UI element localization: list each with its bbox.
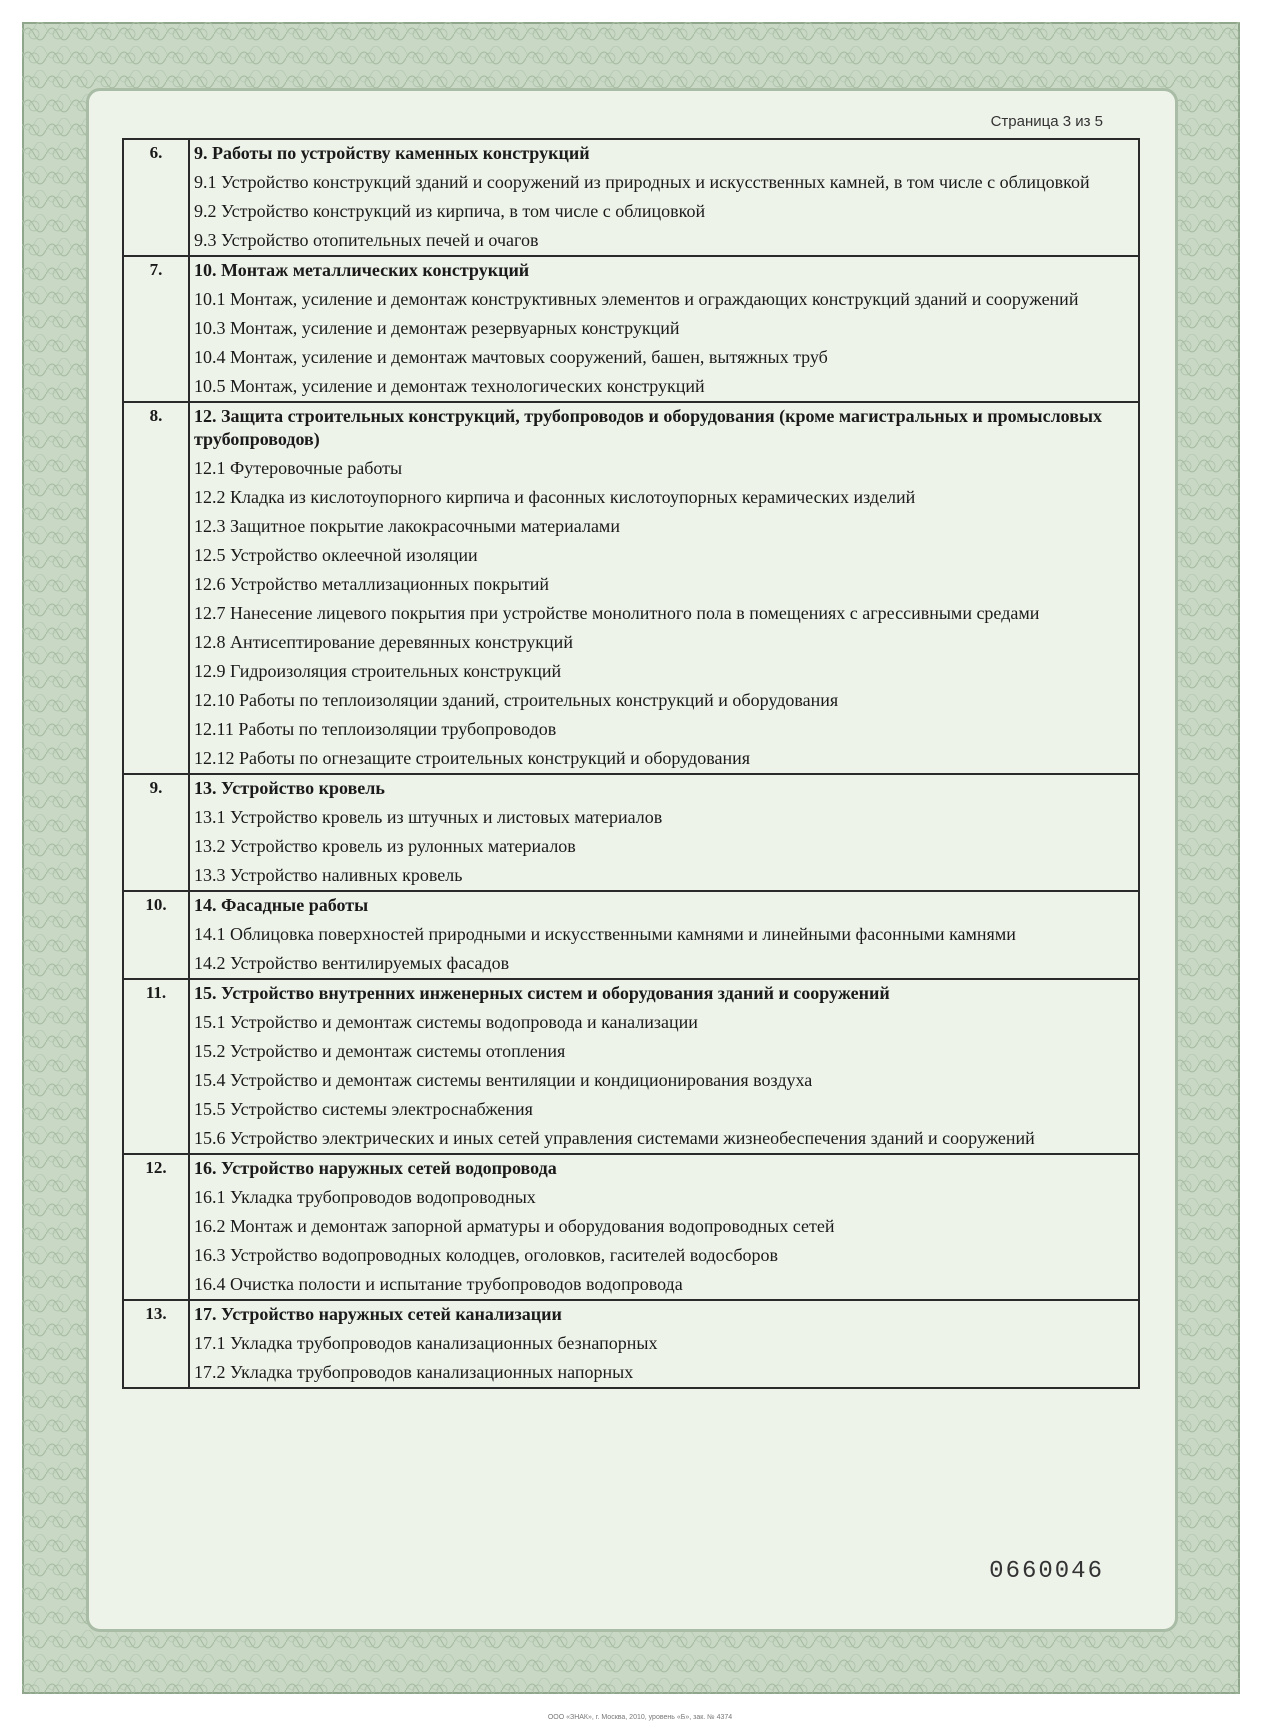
work-item: 10.3 Монтаж, усиление и демонтаж резервуарных конструкций xyxy=(194,318,680,338)
work-item: 12.7 Нанесение лицевого покрытия при устройстве монолитного пола в помещениях с агрессивными средами xyxy=(194,603,1040,623)
work-item: 14.2 Устройство вентилируемых фасадов xyxy=(194,953,510,973)
work-item: 12.12 Работы по огнезащите строительных конструкций и оборудования xyxy=(194,748,750,768)
row-number: 13. xyxy=(123,1300,189,1388)
work-item: 16.1 Укладка трубопроводов водопроводных xyxy=(194,1187,536,1207)
work-item: 14.1 Облицовка поверхностей природными и искусственными камнями и линейными фасонными камнями xyxy=(194,924,1016,944)
section-title: 15. Устройство внутренних инженерных систем и оборудования зданий и сооружений xyxy=(194,983,890,1003)
printer-imprint: ООО «ЗНАК», г. Москва, 2010, уровень «Б», зак. № 4374 xyxy=(547,1714,733,1721)
page-label: Страница 3 из 5 xyxy=(990,113,1103,130)
row-number: 12. xyxy=(123,1154,189,1300)
section-title: 12. Защита строительных конструкций, трубопроводов и оборудования (кроме магистральных и промысловых трубопроводов) xyxy=(194,406,1102,449)
work-item: 13.1 Устройство кровель из штучных и листовых материалов xyxy=(194,807,663,827)
work-item: 15.6 Устройство электрических и иных сетей управления системами жизнеобеспечения зданий и сооружений xyxy=(194,1128,1035,1148)
section-title: 17. Устройство наружных сетей канализации xyxy=(194,1304,562,1324)
work-item: 15.5 Устройство системы электроснабжения xyxy=(194,1099,533,1119)
work-section xyxy=(189,774,1139,891)
row-number: 10. xyxy=(123,891,189,979)
work-item: 12.5 Устройство оклеечной изоляции xyxy=(194,545,478,565)
work-section xyxy=(189,402,1139,774)
work-item: 16.4 Очистка полости и испытание трубопроводов водопровода xyxy=(194,1274,683,1294)
row-number: 7. xyxy=(123,256,189,402)
work-item: 12.9 Гидроизоляция строительных конструкций xyxy=(194,661,562,681)
work-section xyxy=(189,979,1139,1154)
work-item: 15.4 Устройство и демонтаж системы вентиляции и кондиционирования воздуха xyxy=(194,1070,813,1090)
table-row xyxy=(123,1300,1139,1388)
row-number: 9. xyxy=(123,774,189,891)
work-item: 12.10 Работы по теплоизоляции зданий, строительных конструкций и оборудования xyxy=(194,690,839,710)
table-row xyxy=(123,979,1139,1154)
work-section xyxy=(189,1154,1139,1300)
work-section xyxy=(189,139,1139,256)
row-number: 11. xyxy=(123,979,189,1154)
work-item: 12.3 Защитное покрытие лакокрасочными материалами xyxy=(194,516,620,536)
work-item: 12.6 Устройство металлизационных покрытий xyxy=(194,574,550,594)
section-title: 9. Работы по устройству каменных конструкций xyxy=(194,143,590,163)
work-item: 15.1 Устройство и демонтаж системы водопровода и канализации xyxy=(194,1012,698,1032)
work-item: 13.2 Устройство кровель из рулонных материалов xyxy=(194,836,576,856)
table-row xyxy=(123,774,1139,891)
table-row xyxy=(123,1154,1139,1300)
section-title: 13. Устройство кровель xyxy=(194,778,385,798)
work-section xyxy=(189,891,1139,979)
work-item: 9.2 Устройство конструкций из кирпича, в том числе с облицовкой xyxy=(194,201,706,221)
work-item: 12.8 Антисептирование деревянных конструкций xyxy=(194,632,573,652)
work-item: 12.11 Работы по теплоизоляции трубопроводов xyxy=(194,719,557,739)
work-item: 9.3 Устройство отопительных печей и очагов xyxy=(194,230,539,250)
table-row xyxy=(123,891,1139,979)
work-item: 12.2 Кладка из кислотоупорного кирпича и фасонных кислотоупорных керамических изделий xyxy=(194,487,916,507)
work-item: 17.1 Укладка трубопроводов канализационных безнапорных xyxy=(194,1333,658,1353)
work-item: 13.3 Устройство наливных кровель xyxy=(194,865,463,885)
table-row xyxy=(123,402,1139,774)
work-types-table xyxy=(122,138,1140,1389)
serial-number: 0660046 xyxy=(989,1558,1104,1585)
work-section xyxy=(189,256,1139,402)
section-title: 16. Устройство наружных сетей водопровода xyxy=(194,1158,557,1178)
table-row xyxy=(123,256,1139,402)
work-item: 10.4 Монтаж, усиление и демонтаж мачтовых сооружений, башен, вытяжных труб xyxy=(194,347,828,367)
work-item: 12.1 Футеровочные работы xyxy=(194,458,403,478)
work-item: 16.2 Монтаж и демонтаж запорной арматуры и оборудования водопроводных сетей xyxy=(194,1216,835,1236)
work-item: 10.1 Монтаж, усиление и демонтаж конструктивных элементов и ограждающих конструкций зданий и сооружений xyxy=(194,289,1079,309)
work-item: 10.5 Монтаж, усиление и демонтаж технологических конструкций xyxy=(194,376,705,396)
work-item: 15.2 Устройство и демонтаж системы отопления xyxy=(194,1041,566,1061)
row-number: 6. xyxy=(123,139,189,256)
work-item: 17.2 Укладка трубопроводов канализационных напорных xyxy=(194,1362,634,1382)
row-number: 8. xyxy=(123,402,189,774)
work-item: 16.3 Устройство водопроводных колодцев, оголовков, гасителей водосборов xyxy=(194,1245,779,1265)
work-item: 9.1 Устройство конструкций зданий и сооружений из природных и искусственных камней, в том числе с облицовкой xyxy=(194,172,1090,192)
section-title: 10. Монтаж металлических конструкций xyxy=(194,260,530,280)
section-title: 14. Фасадные работы xyxy=(194,895,369,915)
work-section xyxy=(189,1300,1139,1388)
table-row xyxy=(123,139,1139,256)
